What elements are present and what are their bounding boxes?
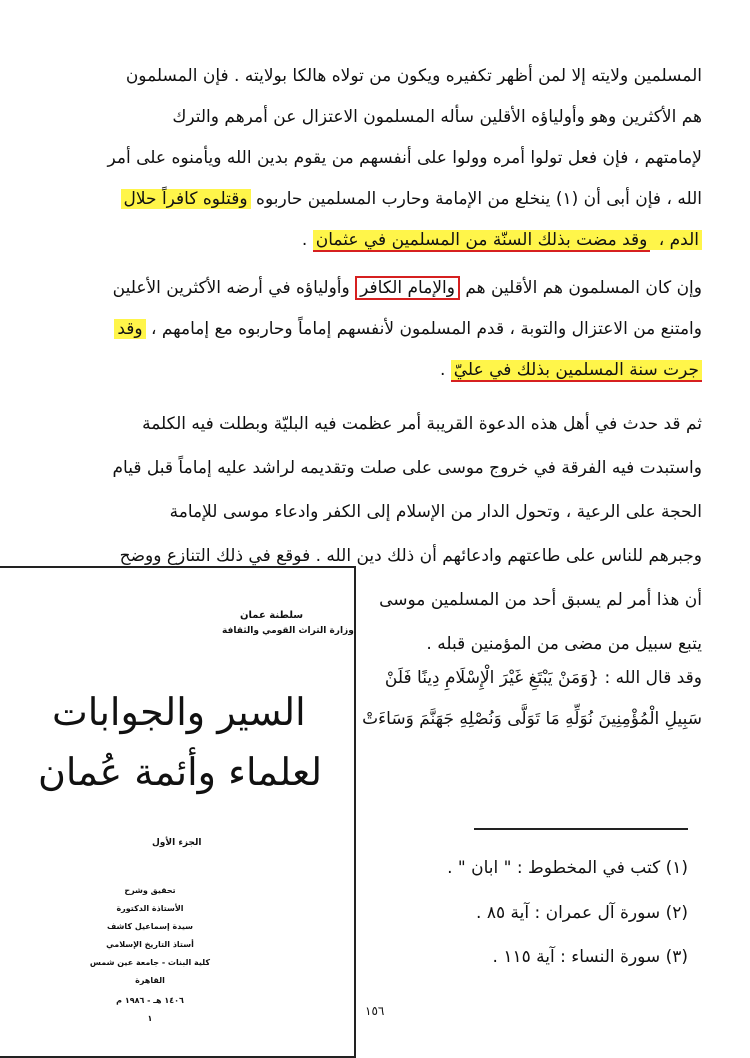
cover-header-line1: سلطنة عمان (240, 610, 304, 621)
highlighted-text: وقد (114, 319, 145, 339)
text-line (62, 97, 702, 137)
text-segment: . (301, 230, 313, 250)
text-line (62, 138, 702, 178)
text-segment: واستبدت فيه الفرقة في خروج موسى على صلت وتقديمه لراشد عليه إماماً قبل قيام (112, 458, 702, 478)
cover-credit-line: الأستاذة الدكتورة (116, 904, 184, 913)
page-number: ١٥٦ (365, 1004, 385, 1018)
cover-credit-line: تحقيق وشرح (124, 886, 176, 895)
text-line (62, 448, 702, 488)
cover-credit-line: القاهرة (135, 976, 165, 985)
text-line (62, 268, 702, 308)
footnote: (٣) سورة النساء : آية ١١٥ . (492, 947, 688, 967)
cover-credit-line: سيدة إسماعيل كاشف (107, 922, 193, 931)
text-segment: الله ، فإن أبى أن (١) ينخلع من الإمامة وحارب المسلمين حاربوه (250, 189, 702, 209)
text-segment: سَبِيلِ الْمُؤْمِنِينَ نُوَلِّهِ مَا تَوَلَّى وَنُصْلِهِ جَهَنَّمَ وَسَاءَتْ (362, 709, 702, 729)
text-segment: وامتنع من الاعتزال والتوبة ، قدم المسلمون لأنفسهم إماماً وحاربوه مع إمامهم ، (145, 319, 702, 339)
footnote-separator (474, 828, 688, 830)
text-line (312, 658, 702, 698)
text-line (62, 404, 702, 444)
cover-title-line2: لعلماء وأئمة عُمان (38, 750, 323, 794)
text-segment: المسلمين ولايته إلا لمن أظهر تكفيره ويكون من تولاه هالكا بولايته . فإن المسلمون (125, 66, 702, 86)
text-line (62, 220, 702, 260)
text-line (62, 492, 702, 532)
text-line (62, 309, 702, 349)
text-segment: وقد قال الله : {وَمَنْ يَبْتَغِ غَيْرَ الْإِسْلَامِ دِينًا فَلَنْ (384, 668, 702, 688)
cover-credit-line: أستاذ التاريخ الإسلامي (106, 940, 194, 949)
text-line (62, 179, 702, 219)
text-line (62, 350, 702, 390)
cover-title-line1: السير والجوابات (52, 690, 306, 734)
highlighted-underlined-text: وقد مضت بذلك السنّة من المسلمين في عثمان (313, 230, 651, 252)
footnote: (١) كتب في المخطوط : " ابان " . (447, 858, 688, 878)
text-segment: لإمامتهم ، فإن فعل تولوا أمره وولوا على أنفسهم من يقوم بدين الله ويأمنوه على أمر (107, 148, 702, 168)
text-segment: وجبرهم للناس على طاعتهم وادعائهم أن ذلك دين الله . فوقع في ذلك التنازع ووضح (119, 546, 702, 566)
text-segment: ثم قد حدث في أهل هذه الدعوة القريبة أمر عظمت فيه البليّة وبطلت فيه الكلمة (142, 414, 702, 434)
text-segment: يتبع سبيل من مضى من المؤمنين قبله . (426, 634, 702, 654)
boxed-text: والإمام الكافر (355, 276, 460, 300)
text-segment: . (439, 360, 451, 380)
footnote: (٢) سورة آل عمران : آية ٨٥ . (476, 903, 688, 923)
book-cover-inset (0, 566, 356, 1058)
text-line (62, 56, 702, 96)
highlighted-text: وقتلوه كافراً حلال (121, 189, 251, 209)
cover-credit-line: ١ (147, 1014, 153, 1023)
text-line (312, 699, 702, 739)
highlighted-text: الدم ، (650, 230, 702, 250)
text-segment: أن هذا أمر لم يسبق أحد من المسلمين موسى (379, 590, 702, 610)
cover-credit-line: كلية البنات - جامعة عين شمس (89, 958, 211, 967)
text-segment: هم الأكثرين وهو وأولياؤه الأقلين سأله المسلمون الاعتزال عن أمرهم والترك (172, 107, 702, 127)
text-segment: وإن كان المسلمون هم الأقلين هم (459, 278, 702, 298)
highlighted-underlined-text: جرت سنة المسلمين بذلك في عليّ (451, 360, 702, 382)
text-segment: الحجة على الرعية ، وتحول الدار من الإسلام إلى الكفر وادعاء موسى للإمامة (169, 502, 702, 522)
cover-header-line2: وزارة التراث القومي والثقافة (222, 626, 354, 636)
cover-part: الجزء الأول (152, 838, 202, 848)
text-line (372, 580, 702, 620)
cover-credit-line: ١٤٠٦ هـ - ١٩٨٦ م (116, 996, 184, 1005)
text-segment: وأولياؤه في أرضه الأكثرين الأعلين (112, 278, 356, 298)
